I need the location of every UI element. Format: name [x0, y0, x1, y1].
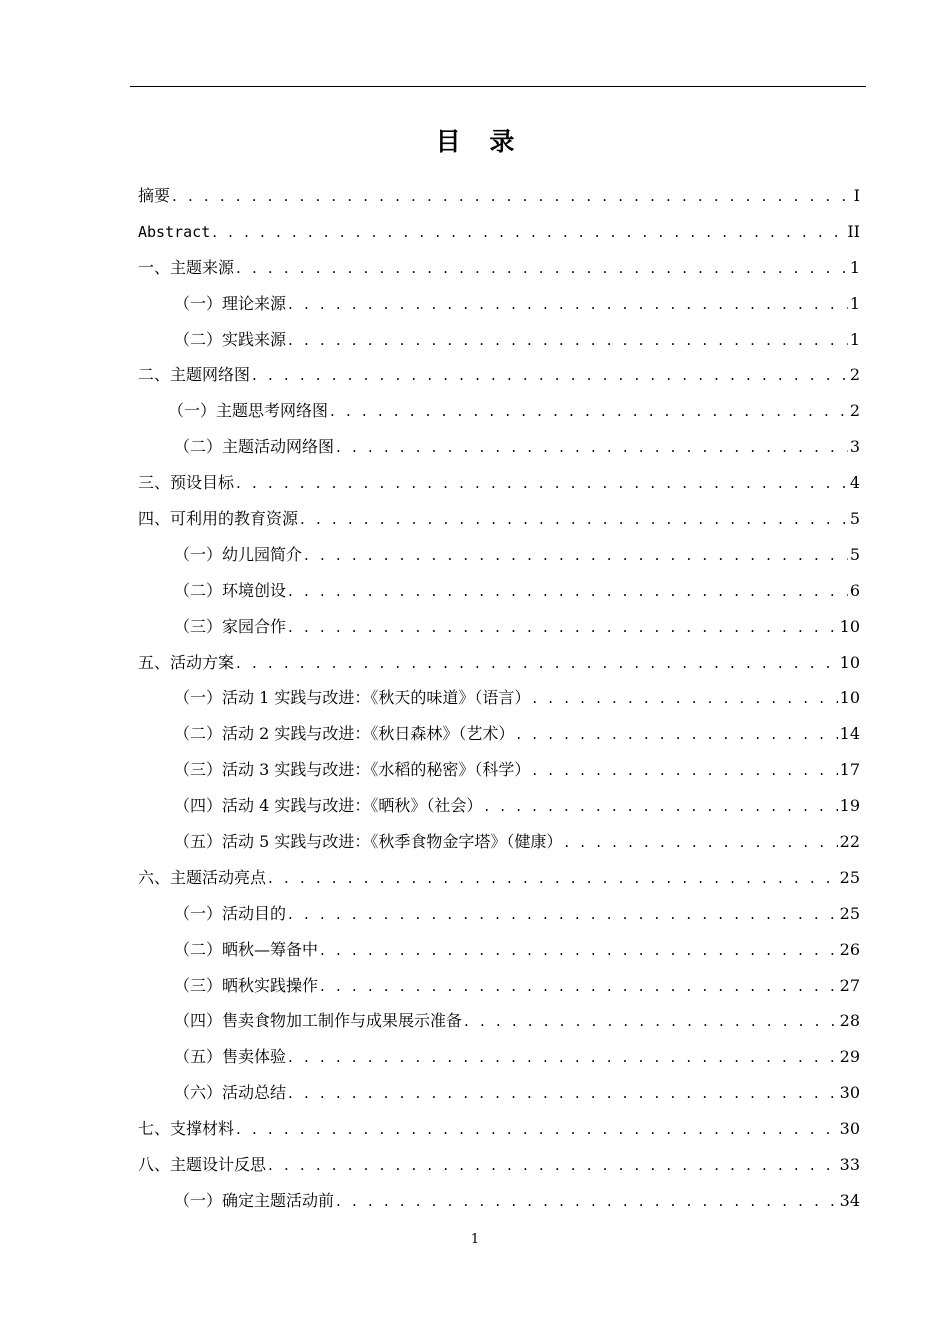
toc-leader-dots [288, 574, 848, 610]
toc-entry[interactable] [138, 322, 860, 358]
toc-entry[interactable] [138, 680, 860, 716]
toc-entry-page: 26 [839, 939, 860, 959]
toc-entry-page: 2 [849, 401, 860, 421]
table-of-contents [138, 178, 860, 1219]
toc-entry-page: 1 [849, 293, 860, 313]
toc-entry-label: 三、预设目标 [138, 473, 235, 493]
toc-entry[interactable] [138, 1111, 860, 1147]
toc-entry[interactable] [138, 896, 860, 932]
toc-entry[interactable] [138, 501, 860, 537]
toc-leader-dots [532, 753, 837, 789]
toc-entry[interactable] [138, 824, 860, 860]
toc-entry-label: 八、主题设计反思 [138, 1155, 267, 1175]
toc-leader-dots [288, 1040, 838, 1076]
header-rule [130, 86, 866, 87]
toc-entry-page: 33 [839, 1155, 860, 1175]
toc-entry[interactable] [138, 716, 860, 752]
toc-leader-dots [330, 394, 848, 430]
toc-entry-label: （六）活动总结 [174, 1083, 287, 1103]
toc-entry-page: 5 [849, 544, 860, 564]
toc-entry-page: 34 [839, 1190, 860, 1210]
toc-leader-dots [320, 933, 838, 969]
toc-entry-abstract-cn[interactable] [138, 178, 860, 214]
toc-leader-dots [268, 1148, 838, 1184]
toc-leader-dots [336, 1184, 838, 1220]
toc-entry[interactable] [138, 357, 860, 393]
toc-leader-dots [236, 466, 848, 502]
toc-entry-label: （二）活动 2 实践与改进：《秋日森林》（艺术） [174, 724, 515, 744]
toc-entry-label: 一、主题来源 [138, 257, 235, 277]
toc-entry-label: （五）活动 5 实践与改进：《秋季食物金字塔》（健康） [174, 832, 563, 852]
toc-leader-dots [288, 897, 838, 933]
toc-entry-page: II [847, 221, 860, 241]
toc-leader-dots [288, 1076, 838, 1112]
toc-entry-page: 10 [839, 616, 860, 636]
page-number: 1 [470, 1232, 480, 1247]
page-title: 目 录 [435, 127, 525, 156]
toc-entry-page: 27 [839, 975, 860, 995]
toc-leader-dots [320, 969, 838, 1005]
toc-entry-label: （二）主题活动网络图 [174, 437, 335, 457]
toc-entry[interactable] [138, 932, 860, 968]
toc-entry-page: 22 [839, 832, 860, 852]
toc-entry-page: 25 [839, 903, 860, 923]
toc-entry[interactable] [138, 286, 860, 322]
toc-entry[interactable] [138, 645, 860, 681]
toc-leader-dots [464, 1004, 838, 1040]
toc-leader-dots [172, 179, 852, 215]
toc-entry-label: （一）活动目的 [174, 903, 287, 923]
toc-entry-page: 4 [849, 473, 860, 493]
toc-entry-label: （一）活动 1 实践与改进：《秋天的味道》（语言） [174, 688, 531, 708]
toc-entry-label: （四）售卖食物加工制作与成果展示准备 [174, 1011, 463, 1031]
toc-entry-label: Abstract [138, 222, 211, 241]
toc-leader-dots [300, 502, 848, 538]
toc-entry-label: （一）主题思考网络图 [168, 401, 329, 421]
toc-entry-label: 五、活动方案 [138, 652, 235, 672]
toc-entry-page: 14 [839, 724, 860, 744]
toc-entry-label: 四、可利用的教育资源 [138, 509, 299, 529]
toc-entry-page: 2 [849, 365, 860, 385]
toc-entry-label: 六、主题活动亮点 [138, 867, 267, 887]
toc-entry-label: （三）家园合作 [174, 616, 287, 636]
toc-entry-label: （一）确定主题活动前 [174, 1190, 335, 1210]
toc-entry[interactable] [138, 860, 860, 896]
toc-entry[interactable] [138, 1147, 860, 1183]
toc-leader-dots [268, 861, 838, 897]
toc-leader-dots [516, 717, 837, 753]
toc-entry-page: 10 [839, 652, 860, 672]
toc-entry[interactable] [138, 788, 860, 824]
toc-entry-label: （三）活动 3 实践与改进：《水稻的秘密》（科学） [174, 760, 531, 780]
toc-entry-label: 二、主题网络图 [138, 365, 251, 385]
toc-entry-page: 17 [839, 760, 860, 780]
toc-leader-dots [236, 1112, 838, 1148]
toc-entry-page: 30 [839, 1083, 860, 1103]
toc-leader-dots [304, 538, 848, 574]
toc-entry-page: 6 [849, 580, 860, 600]
toc-leader-dots [212, 215, 845, 251]
toc-leader-dots [288, 287, 848, 323]
toc-entry-label: （二）环境创设 [174, 580, 287, 600]
toc-entry-label: （五）售卖体验 [174, 1047, 287, 1067]
toc-entry-label: 七、支撑材料 [138, 1119, 235, 1139]
toc-entry-abstract-en[interactable] [138, 214, 860, 250]
toc-leader-dots [564, 825, 837, 861]
toc-leader-dots [288, 323, 848, 359]
toc-leader-dots [336, 430, 848, 466]
toc-entry-page: 10 [839, 688, 860, 708]
toc-entry[interactable] [138, 573, 860, 609]
toc-entry[interactable] [138, 250, 860, 286]
toc-entry-page: 25 [839, 867, 860, 887]
toc-entry-page: 5 [849, 509, 860, 529]
toc-leader-dots [236, 251, 848, 287]
toc-entry-page: 29 [839, 1047, 860, 1067]
toc-entry-page: 28 [839, 1011, 860, 1031]
toc-entry-page: 1 [849, 329, 860, 349]
toc-entry[interactable] [138, 752, 860, 788]
toc-leader-dots [252, 358, 848, 394]
toc-entry[interactable] [138, 1039, 860, 1075]
toc-entry[interactable] [138, 968, 860, 1004]
toc-entry[interactable] [138, 465, 860, 501]
toc-entry-label: （一）理论来源 [174, 293, 287, 313]
toc-leader-dots [484, 789, 837, 825]
toc-entry-page: 3 [849, 437, 860, 457]
toc-entry-label: （一）幼儿园简介 [174, 544, 303, 564]
toc-entry-label: （二）实践来源 [174, 329, 287, 349]
toc-leader-dots [288, 610, 838, 646]
toc-leader-dots [236, 646, 838, 682]
toc-entry[interactable] [138, 1183, 860, 1219]
toc-entry-label: 摘要 [138, 186, 171, 205]
toc-entry[interactable] [138, 429, 860, 465]
toc-entry[interactable] [138, 609, 860, 645]
toc-entry[interactable] [138, 537, 860, 573]
toc-entry-page: 30 [839, 1119, 860, 1139]
toc-entry[interactable] [138, 393, 860, 429]
toc-entry[interactable] [138, 1003, 860, 1039]
toc-entry-page: 1 [849, 257, 860, 277]
toc-entry-page: 19 [839, 796, 860, 816]
toc-entry[interactable] [138, 1075, 860, 1111]
toc-leader-dots [532, 681, 837, 717]
toc-entry-label: （二）晒秋—筹备中 [174, 939, 319, 959]
toc-entry-label: （四）活动 4 实践与改进：《晒秋》（社会） [174, 796, 483, 816]
toc-entry-label: （三）晒秋实践操作 [174, 975, 319, 995]
toc-entry-page: I [853, 186, 860, 205]
